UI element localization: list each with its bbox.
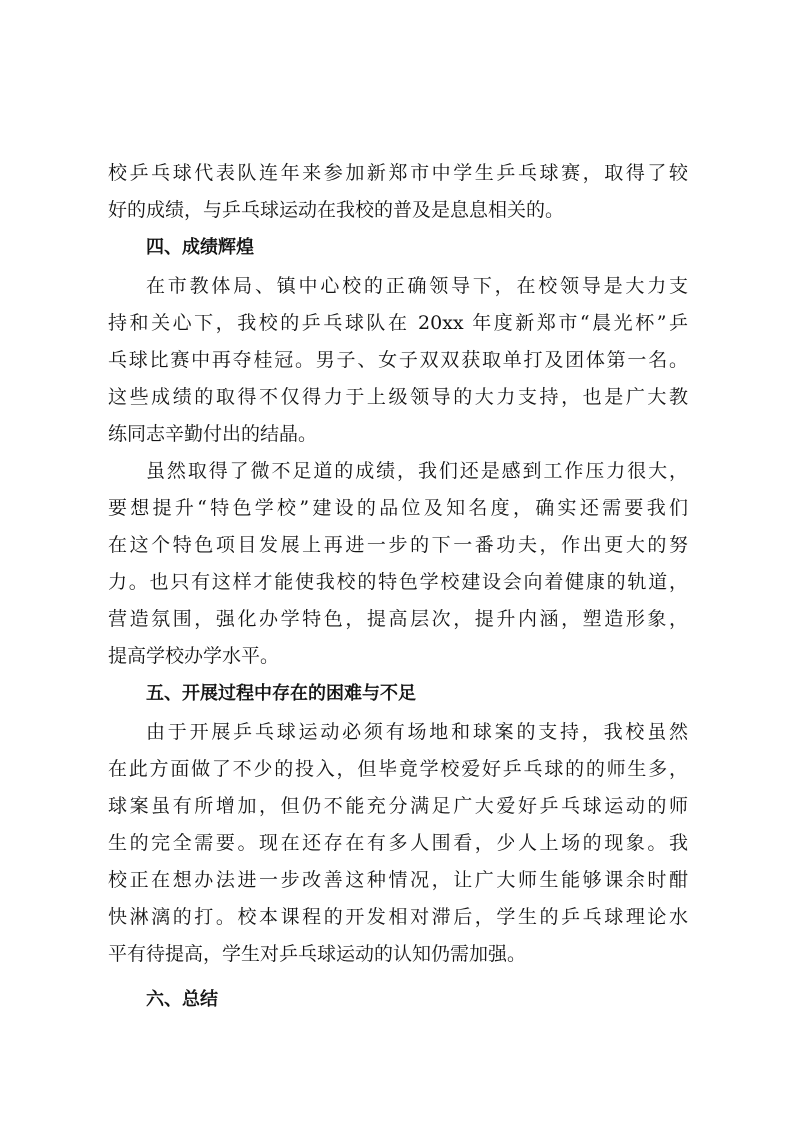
paragraph-line: 虽然取得了微不足道的成绩，我们还是感到工作压力很大， (146, 460, 688, 482)
paragraph-line: 校乒乓球代表队连年来参加新郑市中学生乒乓球赛，取得了较 (108, 162, 688, 184)
paragraph-line: 快淋漓的打。校本课程的开发相对滞后，学生的乒乓球理论水 (108, 906, 688, 928)
paragraph-line: 这些成绩的取得不仅得力于上级领导的大力支持，也是广大教 (108, 386, 688, 408)
paragraph-line: 营造氛围，强化办学特色，提高层次，提升内涵，塑造形象， (108, 608, 688, 630)
section-heading-6: 六、总结 (146, 989, 218, 1010)
paragraph-line: 校正在想办法进一步改善这种情况，让广大师生能够课余时酣 (108, 869, 688, 891)
paragraph-line: 好的成绩，与乒乓球运动在我校的普及是息息相关的。 (108, 199, 565, 221)
paragraph-line: 由于开展乒乓球运动必须有场地和球案的支持，我校虽然 (146, 721, 688, 743)
paragraph-line: 球案虽有所增加，但仍不能充分满足广大爱好乒乓球运动的师 (108, 795, 688, 817)
paragraph-line: 提高学校办学水平。 (108, 645, 280, 667)
paragraph-line: 在这个特色项目发展上再进一步的下一番功夫，作出更大的努 (108, 534, 688, 556)
paragraph-line: 力。也只有这样才能使我校的特色学校建设会向着健康的轨道， (108, 571, 688, 593)
paragraph-line: 平有待提高，学生对乒乓球运动的认知仍需加强。 (108, 943, 527, 965)
section-heading-4: 四、成绩辉煌 (146, 237, 254, 258)
paragraph-line: 在市教体局、镇中心校的正确领导下，在校领导是大力支 (146, 275, 688, 297)
paragraph-line: 乓球比赛中再夺桂冠。男子、女子双双获取单打及团体第一名。 (108, 349, 688, 371)
paragraph-line: 练同志辛勤付出的结晶。 (108, 423, 318, 445)
paragraph-line: 持和关心下，我校的乒乓球队在 20xx 年度新郑市“晨光杯”乒 (108, 312, 688, 334)
section-heading-5: 五、开展过程中存在的困难与不足 (146, 683, 416, 704)
paragraph-line: 生的完全需要。现在还存在有多人围看，少人上场的现象。我 (108, 832, 688, 854)
paragraph-line: 要想提升“特色学校”建设的品位及知名度，确实还需要我们 (108, 497, 688, 519)
paragraph-line: 在此方面做了不少的投入，但毕竟学校爱好乒乓球的的师生多， (108, 758, 688, 780)
